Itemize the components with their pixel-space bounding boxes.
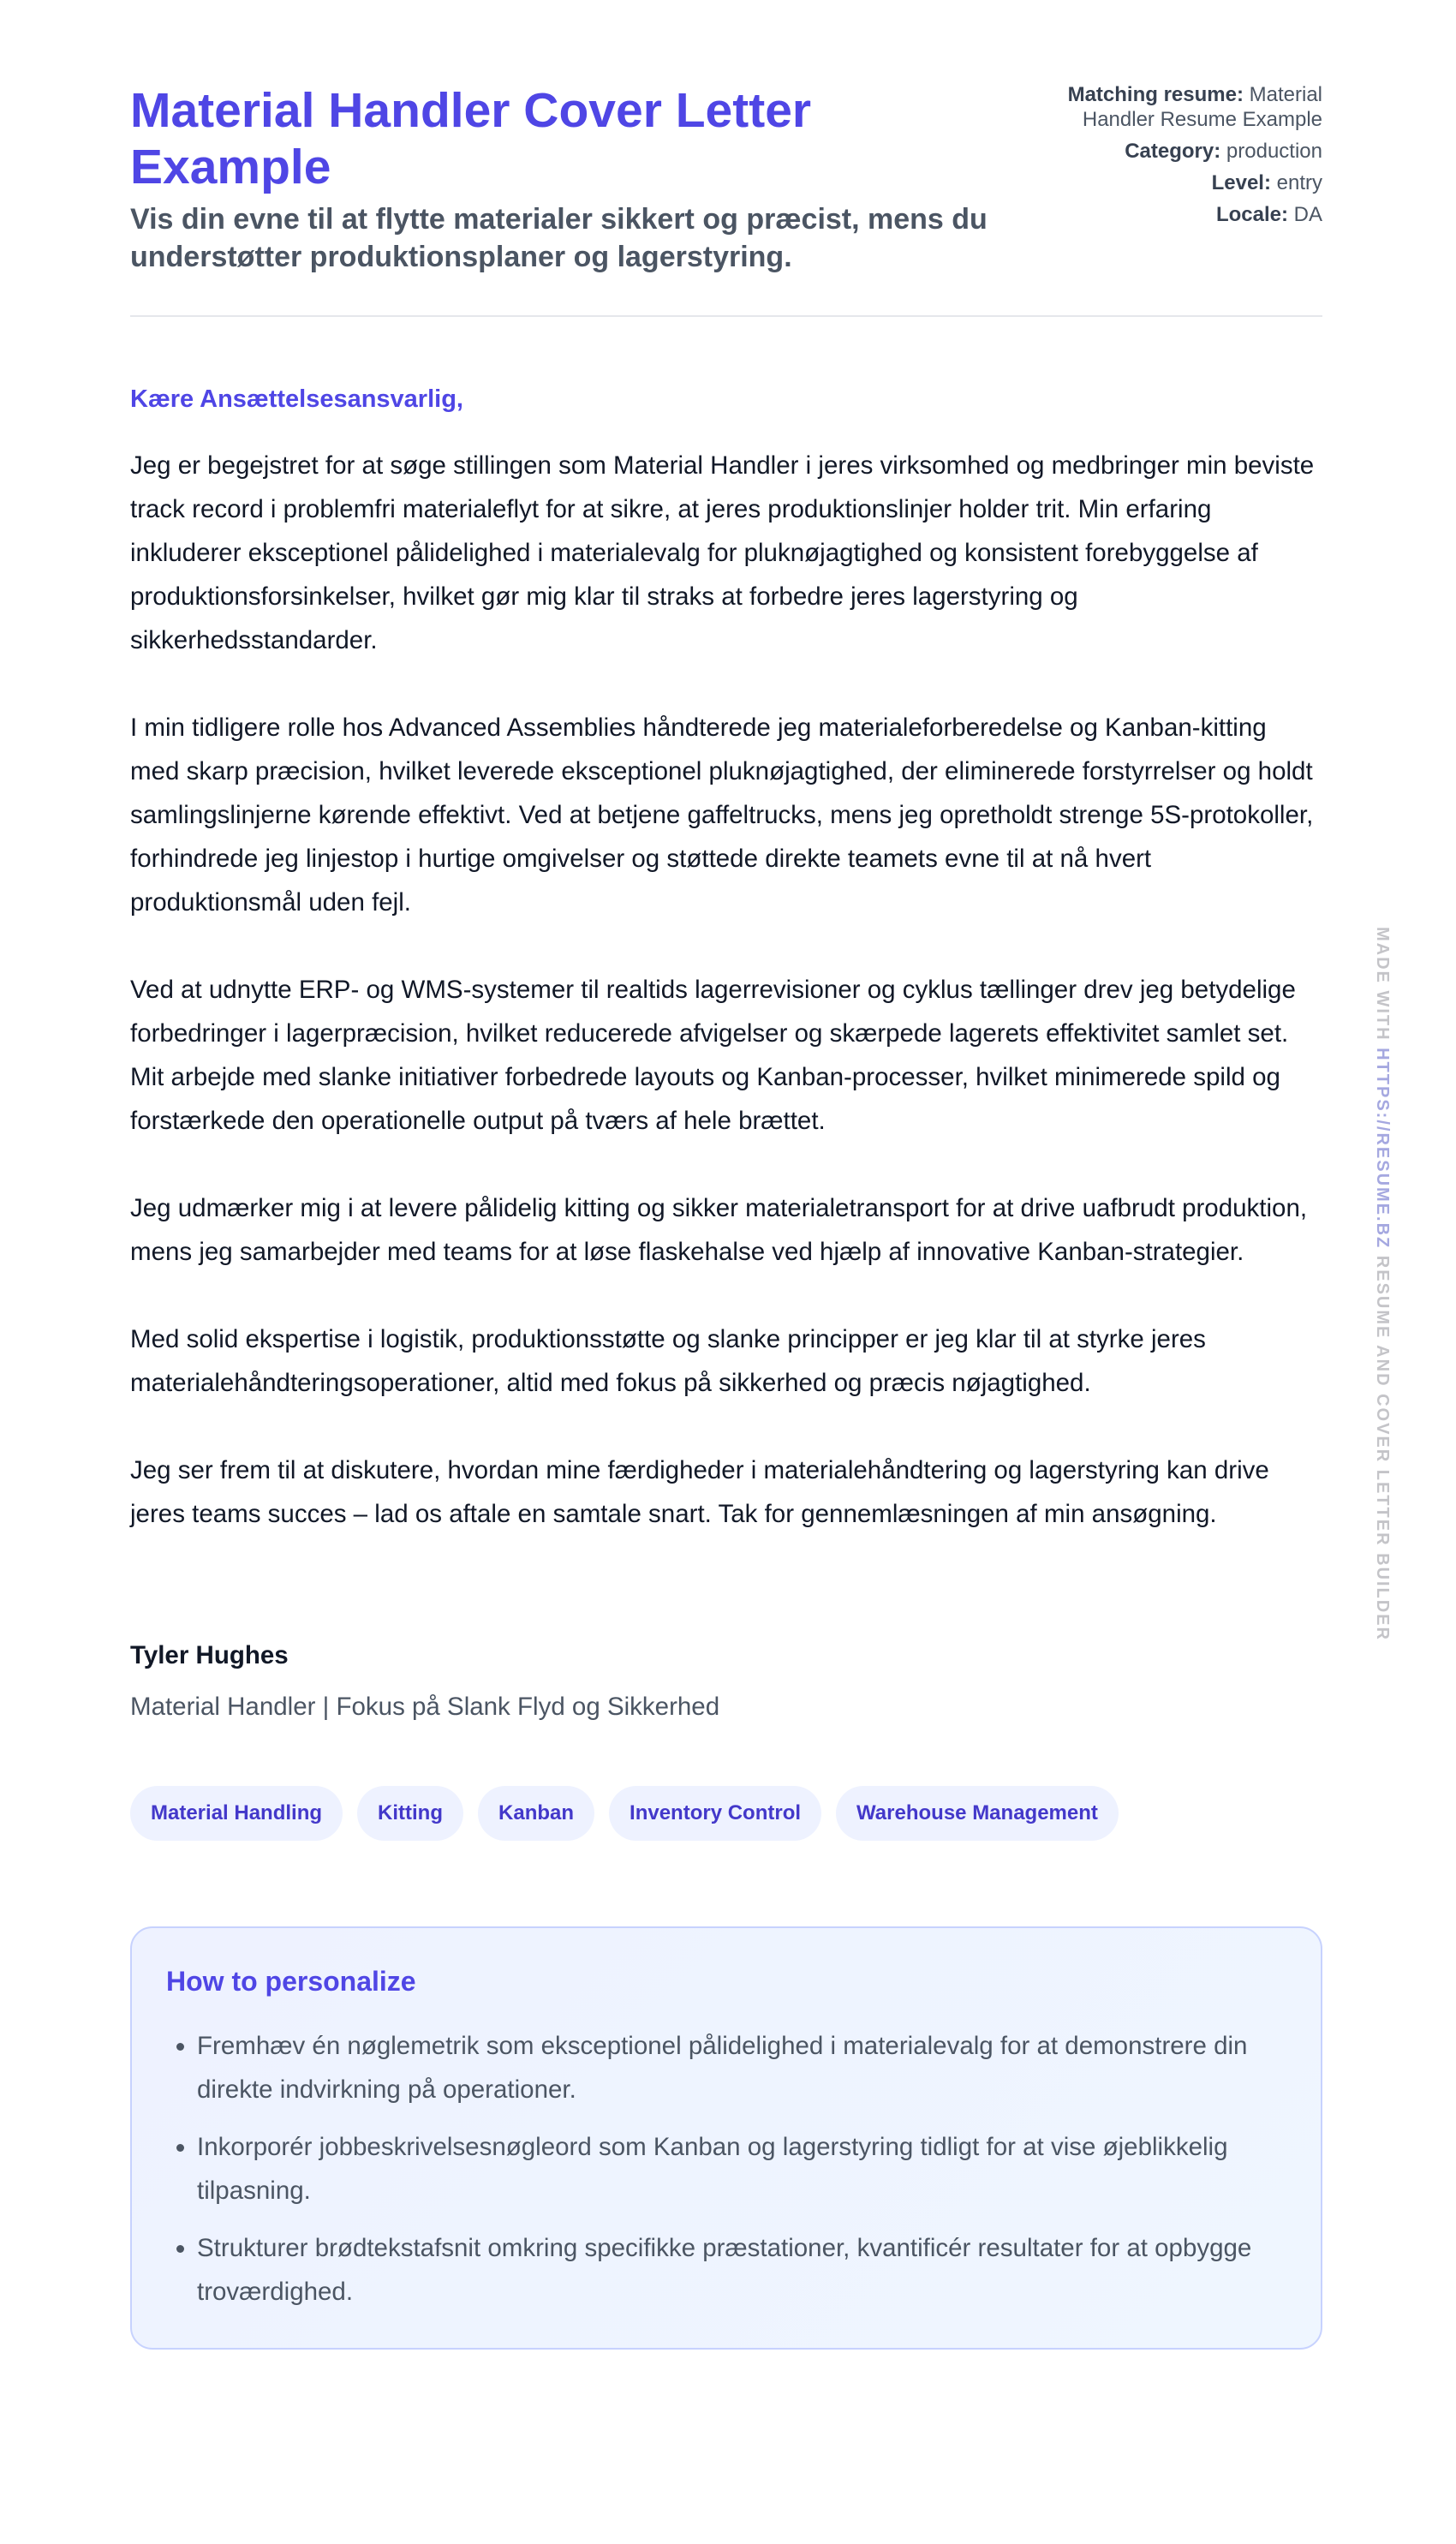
watermark-link[interactable]: HTTPS://RESUME.BZ: [1373, 1048, 1392, 1250]
meta-locale: [1040, 202, 1322, 227]
header-title-block: [130, 82, 1012, 276]
meta-level-value: entry: [1276, 171, 1322, 194]
meta-info: [1040, 82, 1322, 234]
watermark-prefix: MADE WITH: [1373, 927, 1392, 1042]
tip-item: • Fremhæv én nøglemetrik som eksceptionel pålidelighed i materialevalg for at demonstrere din direkte indvirkning på operationer.: [197, 2024, 1286, 2111]
tip-item: • Strukturer brødtekstafsnit omkring specifikke præstationer, kvantificér resultater for at opbygge troværdighed.: [197, 2226, 1286, 2314]
letter-greeting: Kære Ansættelsesansvarlig,: [130, 385, 463, 413]
skill-tag: Kanban: [478, 1786, 594, 1841]
meta-locale-label: Locale:: [1215, 203, 1288, 226]
cover-letter-page: [130, 82, 1322, 2350]
meta-category: [1040, 139, 1322, 164]
watermark-suffix: RESUME AND COVER LETTER BUILDER: [1373, 1255, 1392, 1641]
meta-matching-resume-label: Matching resume:: [1067, 83, 1244, 106]
letter-body: [130, 382, 1322, 1724]
letter-paragraph: Jeg ser frem til at diskutere, hvordan mine færdigheder i materialehåndtering og lagerstyring kan drive jeres teams succes – lad os aftale en samtale snart. Tak for gennemlæsningen af min ansøgning.: [130, 1456, 1269, 1528]
tips-title: How to personalize: [166, 1966, 416, 1997]
document-header: [130, 82, 1322, 317]
tip-item: • Inkorporér jobbeskrivelsesnøgleord som Kanban og lagerstyring tidligt for at vise øjeblikkelig tilpasning.: [197, 2125, 1286, 2213]
letter-paragraph: Ved at udnytte ERP- og WMS-systemer til realtids lagerrevisioner og cyklus tællinger drev jeg betydelige forbedringer i lagerpræcision, hvilket reducerede afvigelser og skærpede lagerets effektivitet samlet set. Mit arbejde med slanke initiativer forbedrede layouts og Kanban-processer, hvilket minimerede spild og forstærkede den operationelle output på tværs af hele brættet.: [130, 976, 1296, 1135]
meta-locale-value: DA: [1293, 203, 1322, 226]
meta-matching-resume: [1040, 82, 1322, 132]
skill-tag: Warehouse Management: [836, 1786, 1119, 1841]
signature-title: Material Handler | Fokus på Slank Flyd og Sikkerhed: [130, 1693, 720, 1721]
tips-list: [166, 2024, 1286, 2314]
meta-level-label: Level:: [1211, 171, 1271, 194]
skill-tag: Material Handling: [130, 1786, 343, 1841]
page-subtitle: Vis din evne til at flytte materialer sikkert og præcist, mens du understøtter produktionsplaner og lagerstyring.: [130, 203, 988, 273]
skill-tags: [130, 1786, 1322, 1841]
letter-paragraph: Med solid ekspertise i logistik, produktionsstøtte og slanke principper er jeg klar til at styrke jeres materialehåndteringsoperationer, altid med fokus på sikkerhed og præcis nøjagtighed.: [130, 1325, 1206, 1397]
page-title: Material Handler Cover Letter Example: [130, 83, 812, 194]
personalize-tips-box: [130, 1926, 1322, 2350]
letter-paragraph: I min tidligere rolle hos Advanced Assemblies håndterede jeg materialeforberedelse og Kanban-kitting med skarp præcision, hvilket leverede eksceptionel pluknøjagtighed, der eliminerede forstyrrelser og holdt samlingslinjerne kørende effektivt. Ved at betjene gaffeltrucks, mens jeg opretholdt strenge 5S-protokoller, forhindrede jeg linjestop i hurtige omgivelser og støttede direkte teamets evne til at nå hvert produktionsmål uden fejl.: [130, 714, 1314, 917]
meta-category-value: production: [1226, 140, 1322, 163]
skill-tag: Kitting: [357, 1786, 463, 1841]
meta-level: [1040, 170, 1322, 195]
letter-paragraph: Jeg er begejstret for at søge stillingen som Material Handler i jeres virksomhed og medbringer min beviste track record i problemfri materialeflyt for at sikre, at jeres produktionslinjer holder trit. Min erfaring inkluderer eksceptionel pålidelighed i materialevalg for pluknøjagtighed og konsistent forebyggelse af produktionsforsinkelser, hvilket gør mig klar til straks at forbedre jeres lagerstyring og sikkerhedsstandarder.: [130, 451, 1315, 654]
skill-tag: Inventory Control: [609, 1786, 821, 1841]
meta-category-label: Category:: [1125, 140, 1221, 163]
watermark-text: [1372, 927, 1392, 1641]
signature-name: Tyler Hughes: [130, 1641, 289, 1669]
meta-matching-resume-value: Material Handler Resume Example: [1082, 83, 1322, 131]
letter-paragraph: Jeg udmærker mig i at levere pålidelig kitting og sikker materialetransport for at drive uafbrudt produktion, mens jeg samarbejder med teams for at løse flaskehalse ved hjælp af innovative Kanban-strategier.: [130, 1194, 1308, 1266]
